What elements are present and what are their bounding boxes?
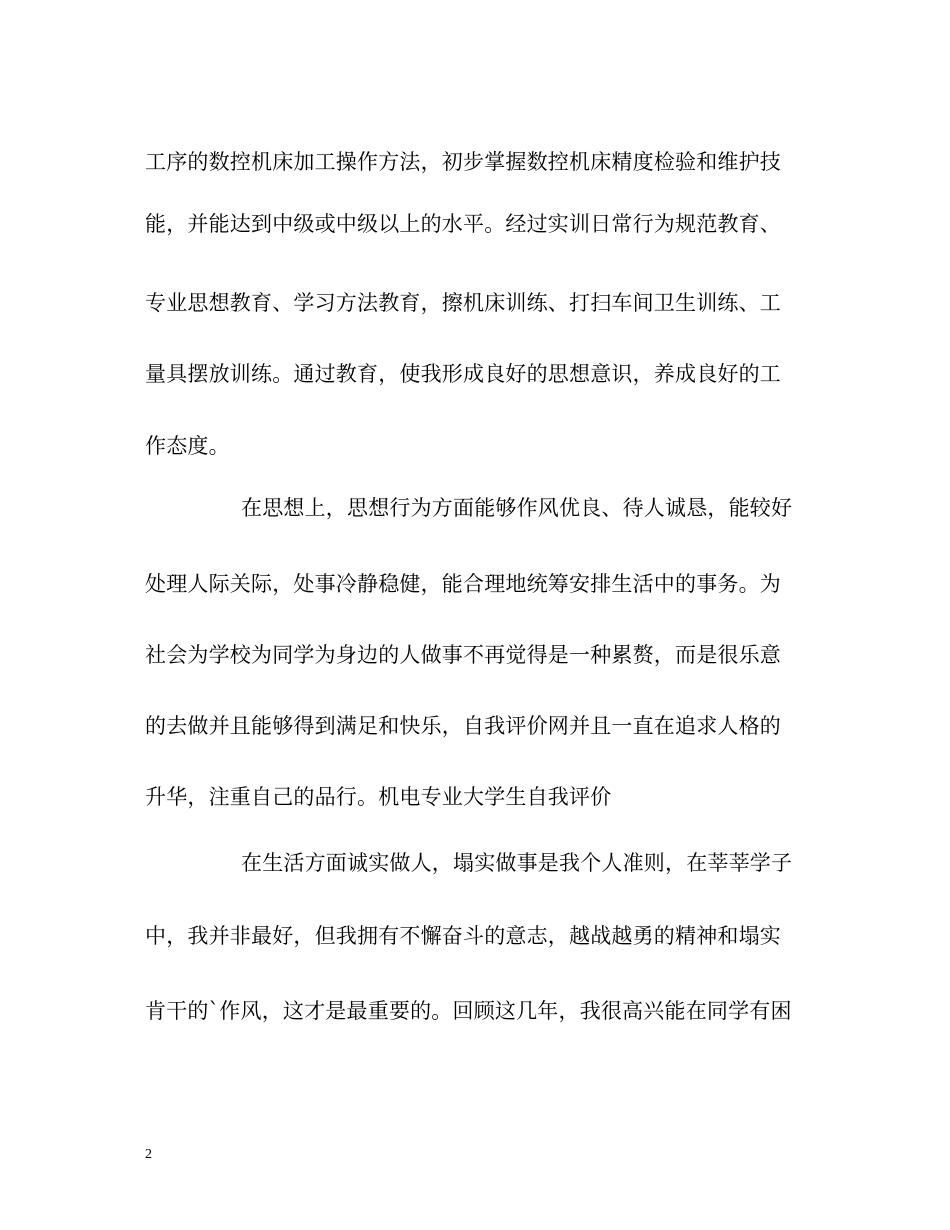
text-line: 中，我并非最好，但我拥有不懈奋斗的意志，越战越勇的精神和塌实 bbox=[145, 924, 781, 948]
text-line: 处理人际关际，处事冷静稳健，能合理地统筹安排生活中的事务。为 bbox=[145, 572, 781, 596]
text-line: 肯干的`作风，这才是最重要的。回顾这几年，我很高兴能在同学有困 bbox=[145, 999, 792, 1023]
text-line: 能，并能达到中级或中级以上的水平。经过实训日常行为规范教育、 bbox=[145, 212, 781, 236]
page-number: 2 bbox=[145, 1147, 152, 1162]
text-line: 的去做并且能够得到满足和快乐，自我评价网并且一直在追求人格的 bbox=[145, 714, 781, 738]
text-line: 专业思想教育、学习方法教育，擦机床训练、打扫车间卫生训练、工 bbox=[145, 291, 781, 315]
paragraph-first-line: 在思想上，思想行为方面能够作风优良、待人诚恳，能较好 bbox=[241, 496, 793, 520]
text-line: 工序的数控机床加工操作方法，初步掌握数控机床精度检验和维护技 bbox=[145, 150, 781, 174]
text-line: 升华，注重自己的品行。机电专业大学生自我评价 bbox=[145, 785, 612, 809]
text-line: 量具摆放训练。通过教育，使我形成良好的思想意识，养成良好的工 bbox=[145, 362, 781, 386]
text-line: 作态度。 bbox=[145, 434, 230, 458]
paragraph-first-line: 在生活方面诚实做人，塌实做事是我个人准则，在莘莘学子 bbox=[241, 851, 793, 875]
text-line: 社会为学校为同学为身边的人做事不再觉得是一种累赘，而是很乐意 bbox=[145, 643, 781, 667]
